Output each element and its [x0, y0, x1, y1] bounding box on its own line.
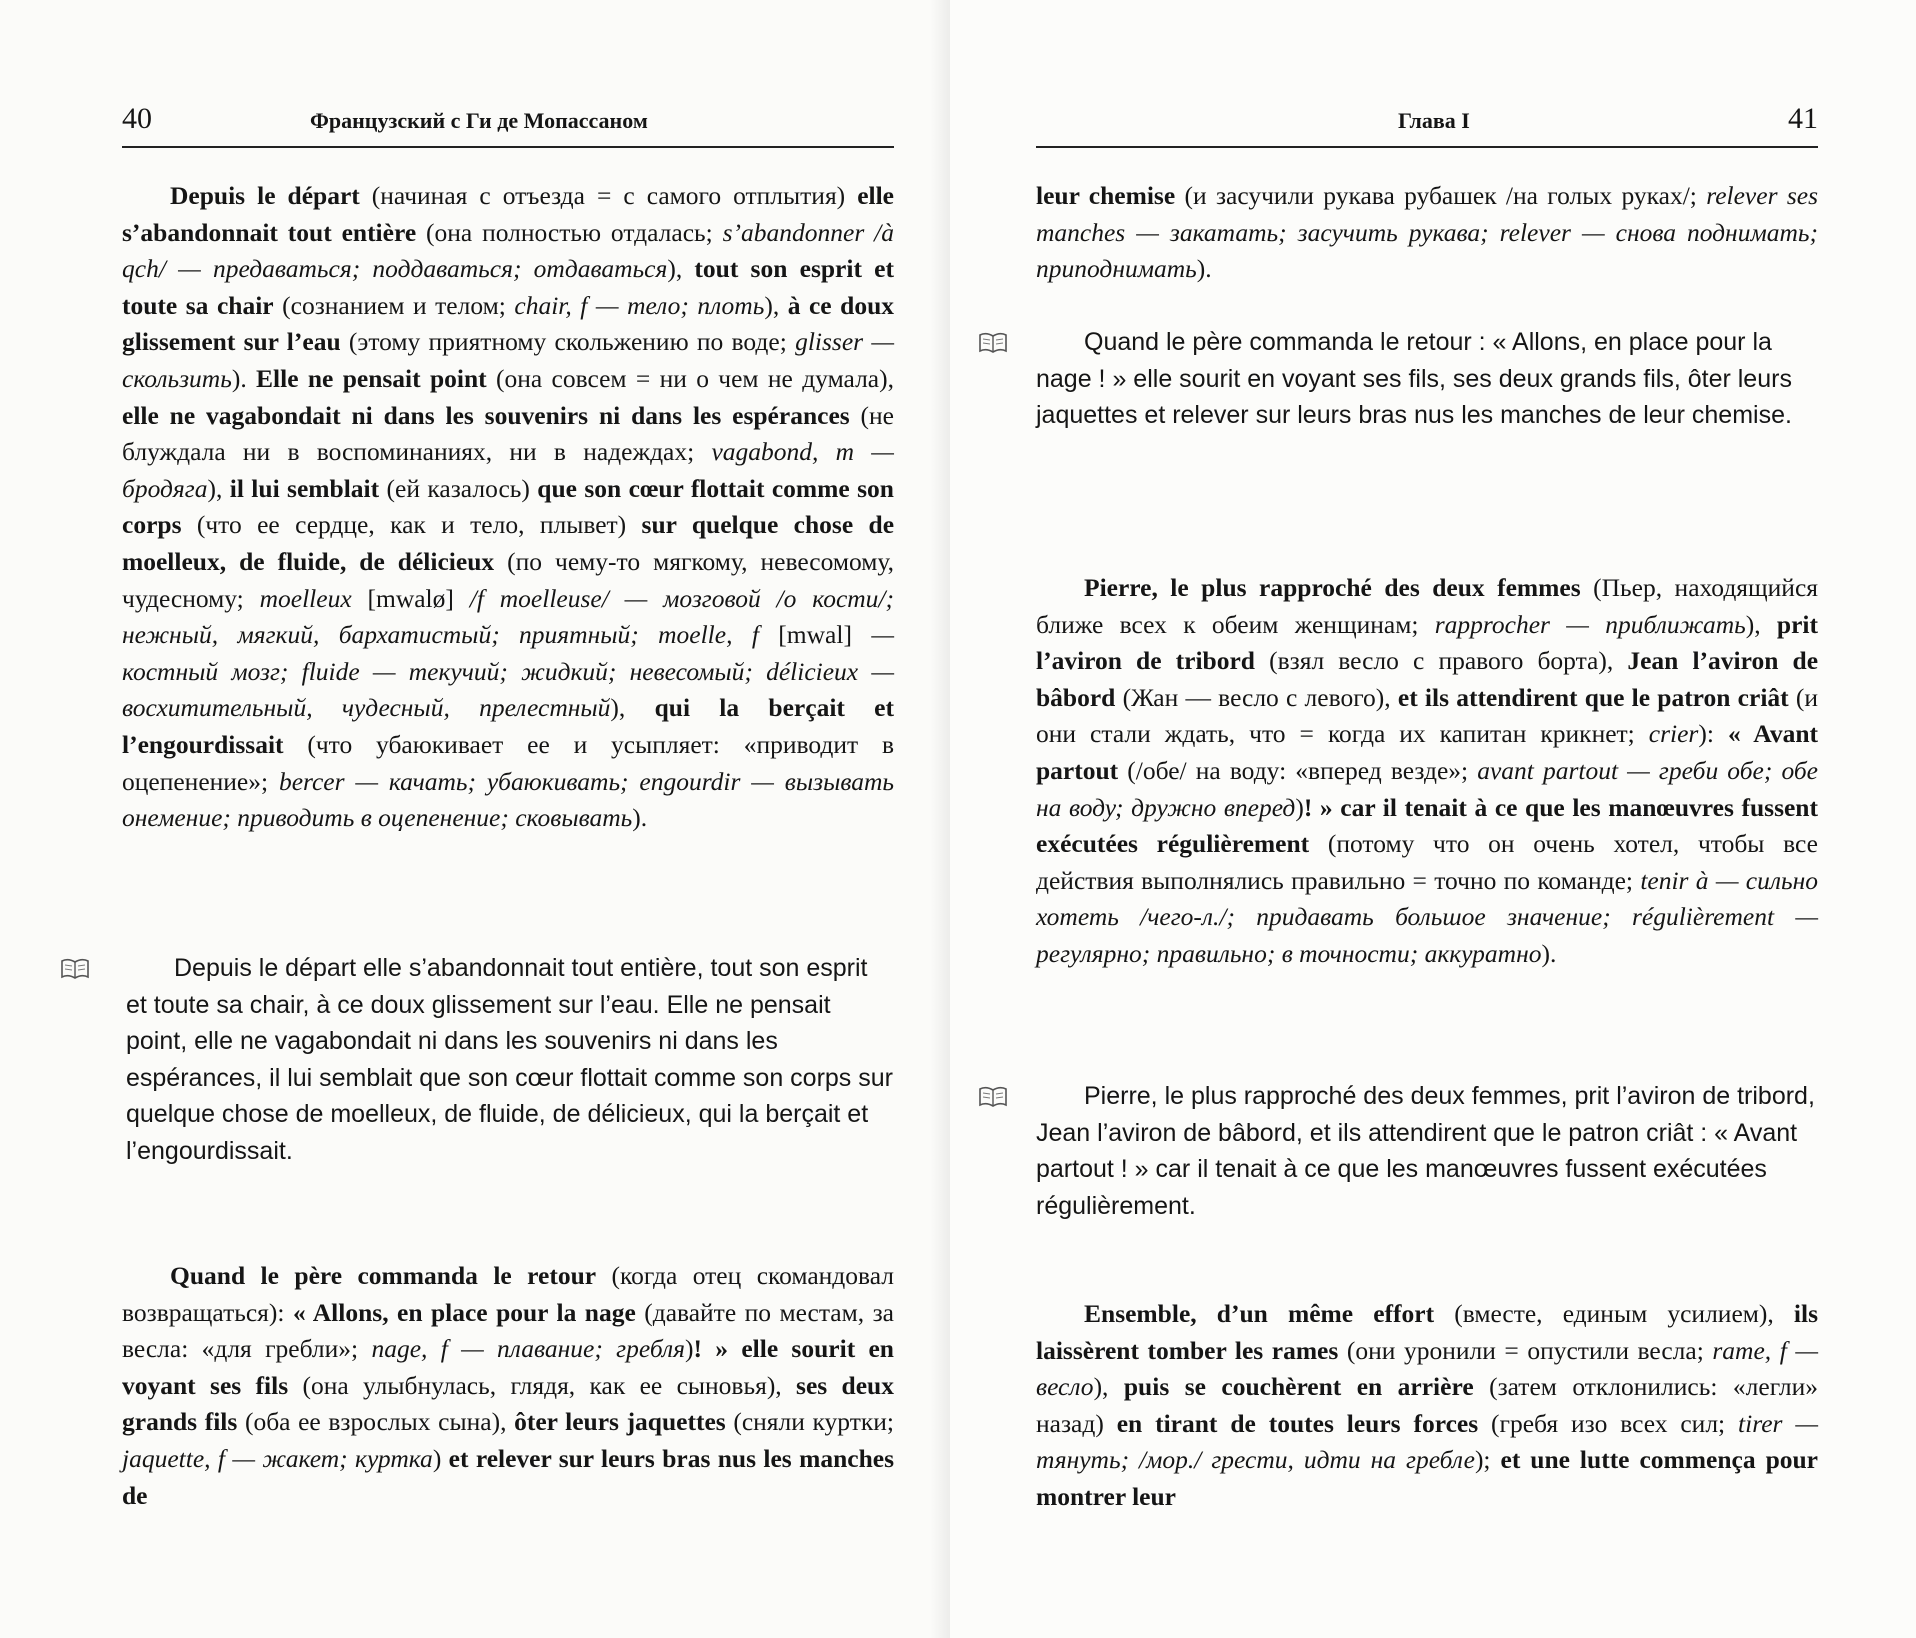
french-phrase: elle s’abandonnait tout entière	[122, 181, 894, 247]
dictionary-note: rapprocher — приближать	[1434, 609, 1746, 639]
dictionary-note: glisser — скользить	[122, 327, 895, 393]
french-phrase: ! » elle sourit en voyant ses fils	[122, 1334, 894, 1400]
french-phrase: à ce doux glissement sur l’eau	[122, 290, 895, 357]
russian-gloss: [mwal]	[758, 620, 872, 650]
russian-gloss: ),	[610, 693, 655, 723]
running-title: Французский с Ги де Мопассаном	[310, 108, 648, 133]
original-text: Depuis le départ elle s’abandonnait tout entière, tout son esprit et toute sa chair, à ce doux glissement sur l’eau. Elle ne pensait point, elle ne vagabondait ni dans les souvenirs ni dans les espérances, il lui semblait que son cœur flottait comme son corps sur quelque chose de moelleux, de fluide, de délicieux, qui la berçait et l’engourdissait.	[126, 954, 893, 1165]
russian-gloss: );	[1474, 1445, 1501, 1475]
russian-gloss: (вместе, единым усилием),	[1434, 1299, 1794, 1328]
open-book-icon	[60, 958, 90, 980]
french-phrase: en tirant de toutes leurs forces	[1116, 1408, 1479, 1438]
french-phrase: et ils attendirent que le patron criât	[1397, 682, 1789, 712]
left-running-head	[122, 98, 894, 148]
french-phrase: il lui semblait	[229, 473, 380, 503]
french-phrase: Pierre, le plus rapproché des deux femmes	[1084, 573, 1581, 602]
russian-gloss: ),	[667, 254, 695, 284]
annotated-text	[1036, 570, 1818, 973]
russian-gloss: ).	[231, 363, 257, 393]
original-text-block	[978, 324, 1818, 434]
french-phrase: puis se couchèrent en arrière	[1123, 1372, 1474, 1402]
russian-gloss: (этому приятному скольжению по воде;	[340, 327, 796, 357]
russian-gloss: (взял весло с правого борта),	[1255, 646, 1628, 676]
french-phrase: et relever sur leurs bras nus les manches de	[122, 1443, 894, 1510]
french-phrase: ils laissèrent tomber les rames	[1036, 1299, 1818, 1365]
annotated-paragraph	[1036, 570, 1818, 973]
russian-gloss: (сняли куртки;	[725, 1407, 894, 1437]
french-phrase: elle ne vagabondait ni dans les souvenirs ni dans les espérances	[122, 400, 850, 430]
dictionary-note: avant partout — греби обе; обе на воду; дружно вперед	[1036, 755, 1819, 822]
russian-gloss: ),	[1745, 609, 1777, 639]
header-rule	[122, 146, 894, 148]
french-phrase: que son cœur flottait comme son corps	[122, 473, 894, 540]
french-phrase: Ensemble, d’un même effort	[1084, 1299, 1435, 1328]
right-running-head	[1036, 98, 1818, 148]
russian-gloss: [mwalø]	[351, 583, 470, 613]
russian-gloss: (потому что он очень хотел, чтобы все действия выполнялись правильно = точно по команде;	[1036, 829, 1818, 895]
russian-gloss: )	[1295, 792, 1304, 822]
original-text-block	[60, 950, 894, 1170]
russian-gloss: (затем отклонились: «легли» назад)	[1036, 1372, 1818, 1438]
original-text-block	[978, 1078, 1818, 1224]
french-phrase: ses deux grands fils	[122, 1370, 894, 1437]
annotated-paragraph	[1036, 178, 1818, 288]
dictionary-note: /f moelleuse/ — мозговой /о кости/; нежный, мягкий, бархатистый; приятный; moelle, f	[122, 583, 895, 650]
russian-gloss: (оба ее взрослых сына),	[237, 1407, 515, 1437]
french-phrase: Jean l’aviron de bâbord	[1036, 646, 1819, 712]
dictionary-note: jaquette, f — жакет; куртка	[122, 1443, 433, 1473]
french-phrase: Quand le père commanda le retour	[170, 1261, 597, 1290]
annotated-paragraph	[122, 178, 894, 837]
russian-gloss: (они уронили = опустили весла;	[1338, 1335, 1713, 1365]
dictionary-note: nage, f — плавание; гребля	[371, 1334, 685, 1364]
annotated-text	[122, 178, 894, 837]
running-title: Глава I	[1398, 108, 1470, 133]
russian-gloss: )	[684, 1334, 694, 1364]
russian-gloss: (что убаюкивает ее и усыпляет: «приводит в оцепенение»;	[122, 729, 894, 796]
french-phrase: « Allons, en place pour la nage	[292, 1297, 636, 1327]
russian-gloss: (сознанием и телом;	[273, 290, 515, 320]
russian-gloss: (ей казалось)	[379, 473, 538, 503]
russian-gloss: (гребя изо всех сил;	[1478, 1408, 1739, 1438]
dictionary-note: s’abandonner /à qch/ — предаваться; поддаваться; отдаваться	[122, 217, 894, 284]
dictionary-note: relever ses manches — закатать; засучить рукава; relever — снова поднимать; приподнимать	[1036, 181, 1818, 284]
annotated-paragraph	[122, 1258, 894, 1514]
french-phrase: et une lutte commença pour montrer leur	[1036, 1445, 1818, 1511]
russian-gloss: (не блуждала ни в воспоминаниях, ни в надеждах;	[122, 400, 894, 467]
annotated-text	[1036, 1296, 1818, 1516]
russian-gloss: ).	[632, 803, 648, 833]
annotated-text	[122, 1258, 894, 1514]
french-phrase: ! » car il tenait à ce que les manœuvres fussent exécutées régulièrement	[1036, 792, 1818, 859]
russian-gloss: (Жан — весло с левого),	[1115, 682, 1398, 712]
russian-gloss: )	[432, 1443, 449, 1473]
dictionary-note: crier	[1648, 719, 1699, 749]
russian-gloss: ):	[1698, 719, 1728, 749]
russian-gloss: (когда отец скомандовал возвращаться):	[122, 1261, 894, 1327]
french-phrase: Elle ne pensait point	[256, 363, 487, 393]
russian-gloss: (по чему-то мягкому, невесомому, чудесному;	[122, 546, 894, 613]
dictionary-note: rame, f — весло	[1036, 1335, 1818, 1402]
russian-gloss: ).	[1541, 938, 1557, 968]
dictionary-note: chair, f — тело; плоть	[514, 290, 765, 320]
french-phrase: prit l’aviron de tribord	[1036, 609, 1818, 676]
russian-gloss: (она полностью отдалась;	[416, 217, 723, 247]
annotated-text	[1036, 178, 1818, 288]
original-text: Quand le père commanda le retour : « Allons, en place pour la nage ! » elle sourit en voyant ses fils, ses deux grands fils, ôter leurs jaquettes et relever sur leurs bras nus les manches de leur chemise.	[1036, 328, 1792, 430]
french-phrase: sur quelque chose de moelleux, de fluide, de délicieux	[122, 510, 895, 576]
open-book-icon	[978, 332, 1008, 354]
russian-gloss: ).	[1196, 254, 1212, 284]
page-number: 41	[1788, 102, 1818, 135]
russian-gloss: ),	[207, 473, 230, 503]
original-text: Pierre, le plus rapproché des deux femmes, prit l’aviron de tribord, Jean l’aviron de bâbord, et ils attendirent que le patron criât : « Avant partout ! » car il tenait à ce que les manœuvres fussent exécutées régulièrement.	[1036, 1082, 1815, 1220]
french-phrase: tout son esprit et toute sa chair	[122, 254, 894, 320]
open-book-icon	[978, 1086, 1008, 1108]
header-rule	[1036, 146, 1818, 148]
dictionary-note: bercer — качать; убаюкивать; engourdir — вызывать онемение; приводить в оцепенение; сковывать	[122, 766, 895, 833]
russian-gloss: (что ее сердце, как и тело, плывет)	[181, 510, 642, 540]
dictionary-note: tirer — тянуть; /мор./ грести, идти на гребле	[1036, 1408, 1819, 1475]
french-phrase: ôter leurs jaquettes	[514, 1407, 726, 1437]
french-phrase: qui la berçait et l’engourdissait	[122, 693, 894, 759]
dictionary-note: — костный мозг; fluide — текучий; жидкий; невесомый; délicieux — восхитительный, чудесный, прелестный	[122, 620, 894, 723]
dictionary-note: tenir à — сильно хотеть /чего-л./; придавать большое значение; régulièrement — регулярно; правильно; в точности; аккуратно	[1036, 865, 1818, 968]
annotated-paragraph	[1036, 1296, 1818, 1516]
russian-gloss: (и они стали ждать, что = когда их капитан крикнет;	[1036, 682, 1819, 749]
french-phrase: Depuis le départ	[170, 181, 360, 210]
russian-gloss: (/обе/ на воду: «вперед везде»;	[1118, 755, 1478, 785]
russian-gloss: (Пьер, находящийся ближе всех к обеим женщинам;	[1036, 573, 1818, 639]
french-phrase: « Avant partout	[1036, 719, 1819, 785]
russian-gloss: (она улыбнулась, глядя, как ее сыновья),	[288, 1370, 797, 1400]
russian-gloss: (она совсем = ни о чем не думала),	[486, 363, 894, 393]
page-number: 40	[122, 102, 152, 135]
russian-gloss: (и засучили рукава рубашек /на голых руках/;	[1175, 181, 1707, 210]
russian-gloss: (давайте по местам, за весла: «для гребли»;	[122, 1297, 894, 1364]
russian-gloss: ),	[1093, 1372, 1124, 1402]
french-phrase: leur chemise	[1036, 181, 1176, 210]
right-page	[950, 0, 1916, 1638]
dictionary-note: moelleux	[259, 583, 352, 613]
russian-gloss: (начиная с отъезда = с самого отплытия)	[359, 181, 858, 210]
dictionary-note: vagabond, m — бродяга	[122, 437, 894, 503]
left-page	[0, 0, 950, 1638]
russian-gloss: ),	[764, 290, 788, 320]
